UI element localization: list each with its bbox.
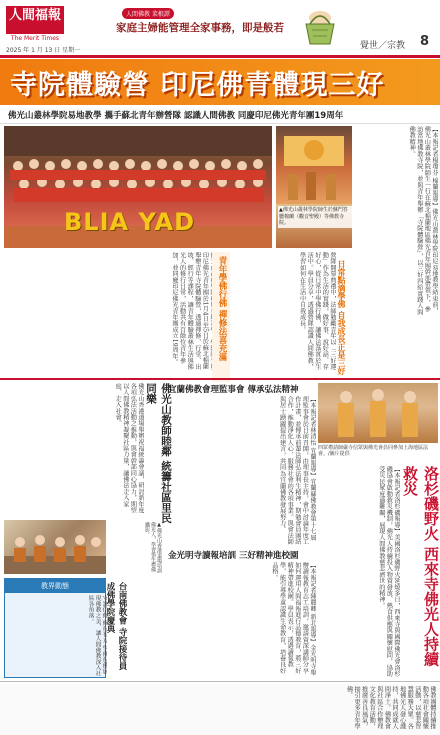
footer-strip [0,684,440,735]
headline-la-wildfire [400,466,438,678]
section-divider [0,378,440,380]
newspaper-logo-english: The Merit Times [10,35,60,42]
page-number: 8 [420,34,430,49]
headline-vertical-lower-left-text: 佛光山教師睦鄰 統籌社區里民同樂 [145,383,172,524]
article-yilan [166,396,316,546]
article-headline-yilan: 宜蘭佛教會理監事會 傳承弘法精神 [168,385,299,395]
photo-caption-lower-left-text: ▲佛光山香港道場培訓佛光人，學習惜生禮佛攝影。 [144,522,162,573]
main-headline: 寺院體驗營 印尼佛青體現三好 [10,70,385,101]
article-la-wildfire [318,466,400,678]
column-tag: 人間佛教 菜根譚 [122,8,174,19]
article-body-text-2: 營隊開幕典禮中，法師勉勵青年以「三好運動」作為生活的實踐，做好事、說好話、存好心，從日常中學佛行佛，讓佛法落實於生活中。學員分享，透過營隊認識人間佛教，學習如何在生活中自我成長。 [298,252,336,370]
photo-caption-monks: 四眾禮請師嚴寺信眾與佛光會員同參加上海地區法會。/圖片提供 [318,445,429,457]
subhead-orange-2 [336,260,352,380]
religious-news-box-header: 教界動態 [5,579,105,593]
main-headline-banner [0,59,440,105]
monks-ceremony-photo [318,383,438,443]
subhead-orange-2-text: 日常點滴學佛 自我成長正是三好 [337,260,346,375]
article-body-block-1 [4,252,216,374]
photo-caption-lower-left [108,522,162,574]
article-lower-left-text: 佛光山香港道場舉辦祝福統籌會議，研討新年度各項弘法活動之推動，與會幹部同心協力，期望以人間佛教精神凝聚社區力量，讓佛法走入家庭、走入社會。 [114,383,144,514]
article-body-block-2 [232,252,352,374]
footer-text: 佛教團體持續推動各項社會關懷活動，以慈悲智慧服務大眾。各地佛光人發心護持，共同成就人間淨土。佛教會與社區合作辦理文化教育活動，推廣善良風氣，接引更多青年學佛。 [345,686,436,730]
footer-rule [0,681,440,682]
section-name: 覺世／宗教 [360,41,406,51]
subhead-orange-1 [212,252,230,382]
community-event-photo [4,520,106,574]
article-yilan-text: 【本報記者林清怡 宜蘭報導】宜蘭縣佛教會第十七屆理監事會於日前召開，由理事長主持，會中討論年度工作計畫，並傳承前輩法師弘法利生精神，期勉會員團結合作，推動淨化人心、服務社會的各項事業。與會法師與居士踴躍提出建言，共同為宜蘭佛教發展努力。 [278,396,316,545]
headline-tainan-text: 台南佛教會 寺院接待員成佛學院慶典 [105,582,127,670]
group-photo [4,126,272,248]
article-headline-jinguangming: 金光明寺讀報培訓 三好精神進校園 [168,551,299,561]
blia-yad-sign: BLIA YAD [64,208,196,236]
subhead-orange-1-text: 青年學佛行佛 禪修法喜充滿 [217,256,227,361]
masthead [0,0,440,56]
headline-tainan [104,582,144,678]
subheadline-bar [0,106,440,124]
religious-news-box-text: 守護信仰 修行有方 學佛行佛展現佛教之美，讓人間佛教深入社區各角落。 [87,595,107,677]
article-jinguangming-text: 【本報記者陳麗卿 新北報導】金光明寺舉辦讀報教育志工培訓，邀請資深講師分享如何運用人間福報進行品德教育，將三好精神帶進校園。學員表示，透過讀報教學，能引導學童認識生命教育，培養良好品格。 [271,562,316,676]
newspaper-logo: 人間福報 [6,6,64,34]
masthead-rule [0,55,440,58]
article-jinguangming [166,562,316,678]
edition-date: 2025 年 1 月 13 日 星期一 [6,47,81,54]
religious-news-box [4,578,106,678]
photo-caption-right: ▲佛光山叢林學院師生於蘇門答臘棉蘭（觀音聖殿）等佛教寺院。 [278,206,352,228]
article-right-text: 【本報記者楊瓊芬 棉蘭報導】佛光山叢林學院印尼易地教學結束前，佛光山叢林學院師生一行在蘇北棉蘭地區佛光青年團幹部帶領下，參訪當地佛教寺院，並與青年舉辦「寺院體驗營」，以三好四給實踐人間佛教精神。 [408,126,438,316]
article-body-text-1: 印尼佛光青年團於1月4日至5日於蘇北棉蘭舉辦青年寺院體驗營，透過禪修、行堂、出坡、經行等課程，讓青年體驗叢林生活與佛光人的修行日常，活動共有百餘位青年參加，並同慶印尼佛光青年團成立19周年。 [171,252,209,370]
article-right-column [356,126,438,316]
temple-altar-photo [276,126,352,204]
headline-la-wildfire-text: 洛杉磯野火 西來寺佛光人持續救災 [401,466,440,667]
article-la-wildfire-text: 【本報記者洛杉磯報導】美國洛杉磯野火延燒多日，西來寺與國際佛光會洛杉磯協會啟動救災機制，佛光人持續投入物資發放、熱食供應與關懷慰問，協助受災民眾度過難關，展現人間佛教慈悲濟世的精神。 [377,466,400,677]
headline-vertical-lower-left [144,383,172,528]
subheadline: 佛光山叢林學院易地教學 攜手蘇北青年辦營隊 認識人間佛教 同慶印尼佛光青年團19周年 [8,111,344,121]
top-teaser-headline: 家庭主婦能管理全家事務，即是般若 [116,22,284,34]
basket-illustration-icon [300,4,340,48]
